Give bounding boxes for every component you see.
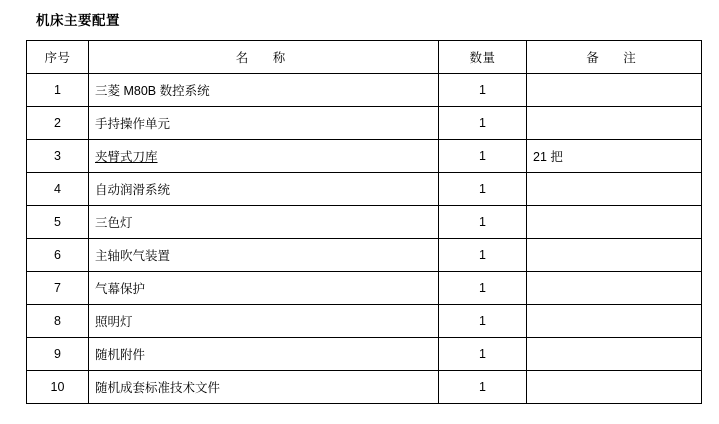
cell-name: 三菱 M80B 数控系统 — [89, 74, 439, 107]
column-header-note: 备 注 — [527, 41, 702, 74]
cell-note — [527, 107, 702, 140]
cell-quantity: 1 — [439, 305, 527, 338]
cell-quantity: 1 — [439, 107, 527, 140]
cell-name[interactable] — [89, 140, 439, 173]
column-header-name: 名 称 — [89, 41, 439, 74]
cell-sequence: 4 — [27, 173, 89, 206]
cell-name: 手持操作单元 — [89, 107, 439, 140]
table-row — [27, 206, 702, 239]
cell-sequence: 10 — [27, 371, 89, 404]
cell-quantity: 1 — [439, 338, 527, 371]
table-row — [27, 272, 702, 305]
cell-note — [527, 272, 702, 305]
cell-sequence: 1 — [27, 74, 89, 107]
cell-note — [527, 305, 702, 338]
table-header-row — [27, 41, 702, 74]
cell-sequence: 5 — [27, 206, 89, 239]
table-row — [27, 305, 702, 338]
table-row — [27, 239, 702, 272]
cell-name: 随机附件 — [89, 338, 439, 371]
cell-note — [527, 206, 702, 239]
cell-note — [527, 239, 702, 272]
page-title: 机床主要配置 — [36, 13, 120, 28]
cell-quantity: 1 — [439, 206, 527, 239]
cell-name: 自动润滑系统 — [89, 173, 439, 206]
cell-quantity: 1 — [439, 74, 527, 107]
cell-note: 21 把 — [527, 140, 702, 173]
table-row — [27, 173, 702, 206]
table-body — [27, 74, 702, 404]
cell-note — [527, 338, 702, 371]
cell-name: 照明灯 — [89, 305, 439, 338]
column-header-seq: 序号 — [27, 41, 89, 74]
cell-note — [527, 74, 702, 107]
cell-quantity: 1 — [439, 173, 527, 206]
cell-sequence: 9 — [27, 338, 89, 371]
item-link[interactable]: 夹臂式刀库 — [95, 150, 158, 164]
table-row — [27, 371, 702, 404]
cell-sequence: 7 — [27, 272, 89, 305]
cell-name: 主轴吹气装置 — [89, 239, 439, 272]
column-header-qty: 数量 — [439, 41, 527, 74]
cell-name: 三色灯 — [89, 206, 439, 239]
cell-name: 随机成套标准技术文件 — [89, 371, 439, 404]
cell-quantity: 1 — [439, 239, 527, 272]
table-row — [27, 338, 702, 371]
cell-sequence: 2 — [27, 107, 89, 140]
cell-sequence: 3 — [27, 140, 89, 173]
cell-sequence: 8 — [27, 305, 89, 338]
table-row — [27, 107, 702, 140]
cell-quantity: 1 — [439, 272, 527, 305]
cell-note — [527, 173, 702, 206]
cell-quantity: 1 — [439, 371, 527, 404]
cell-name: 气幕保护 — [89, 272, 439, 305]
table-row — [27, 140, 702, 173]
cell-sequence: 6 — [27, 239, 89, 272]
machine-config-table — [26, 40, 702, 404]
table-row — [27, 74, 702, 107]
cell-note — [527, 371, 702, 404]
cell-quantity: 1 — [439, 140, 527, 173]
